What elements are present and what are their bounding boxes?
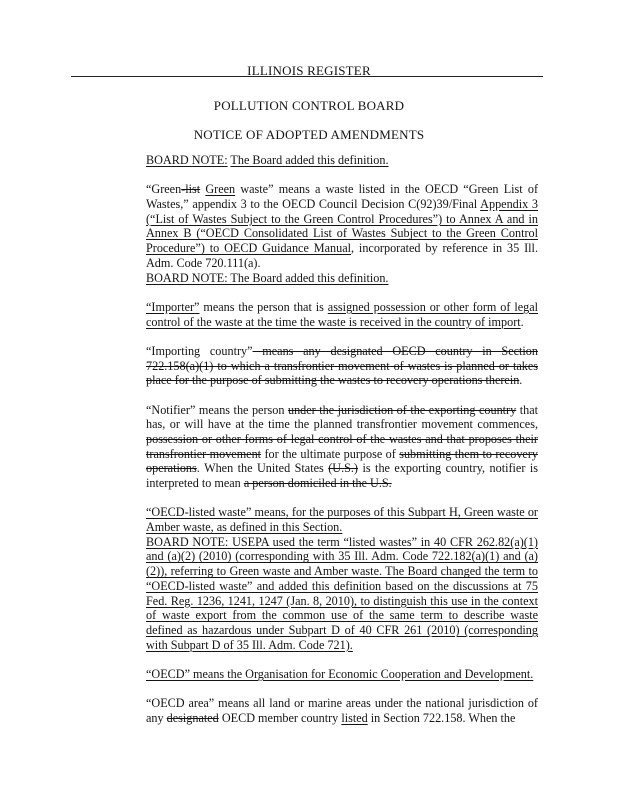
green-waste-definition [146,182,538,270]
inserted-text: BOARD NOTE: [146,153,228,167]
plain-text: waste” means a waste listed in the OECD “Green List of Wastes,” appendix 3 to the OECD Council Decision C(92)39/Final [146,182,538,211]
inserted-text: assigned possession or other form of legal control of the waste at the time the waste is received in the country of import [146,299,538,329]
inserted-text: The Board added this definition. [230,153,389,167]
inserted-text: Green [205,182,236,197]
importing-country-definition [146,344,538,388]
plain-text: is the exporting country, notifier is interpreted to mean [146,461,538,491]
inserted-text: “Importer” [146,299,200,314]
deleted-text: a person domiciled in the U.S. [243,476,392,491]
board-note-paragraph [146,153,538,168]
deleted-text: possession or other forms of legal control of the wastes and that proposes their transfrontier movement [146,431,538,461]
plain-text: . [520,314,524,329]
register-heading: ILLINOIS REGISTER [247,63,371,78]
deleted-text: means any designated OECD country in Section 722.158(a)(1) to which a transfrontier movement of wastes is planned or takes place for the purpose of submitting the wastes to recovery operations therein [146,343,538,388]
plain-text: . [519,373,523,388]
oecd-definition [146,667,538,682]
inserted-text: “OECD” means the Organisation for Economic Cooperation and Development. [146,666,534,681]
board-heading: POLLUTION CONTROL BOARD [213,98,405,113]
plain-text: “OECD area” means all land or marine areas under the national jurisdiction of any [146,696,538,725]
inserted-text: Appendix 3 (“List of Wastes Subject to the Green Control Procedures”) to Annex A and in Annex B (“OECD Consolidated List of Wastes Subject to the Green Control Procedure”) to OECD Guidance Manual [146,197,538,256]
header-rule [71,76,543,77]
document-body [146,153,538,740]
inserted-text: BOARD NOTE: USEPA used the term “listed wastes” in 40 CFR 262.82(a)(1) and (a)(2) (2010) (corresponding with 35 Ill. Adm. Code 722.182(a)(1) and (a)(2)), referring to Green waste and Amber waste. The Board changed the term to “OECD-listed waste” and added this definition based on the discussions at 75 Fed. Reg. 1236, 1241, 1247 (Jan. 8, 2010), to distinguish this use in the context of waste export from the common use of the same term to describe waste defined as hazardous under Subpart D of 40 CFR 261 (2010) (corresponding with Subpart D of 35 Ill. Adm. Code 721). [146,534,538,652]
deleted-text: (U.S.) [328,461,358,476]
plain-text: “Importing country” [146,343,253,358]
importer-definition [146,300,538,329]
plain-text: . When the United States [196,461,329,476]
plain-text: OECD member country [218,710,342,725]
deleted-text: under the jurisdiction of the exporting country [287,402,517,417]
inserted-text: “OECD-listed waste” means [146,505,286,520]
deleted-text: submitting them to recovery operations [146,446,538,476]
plain-text: in Section 722.158. When the [367,710,516,725]
oecd-area-definition [146,696,538,725]
notifier-definition [146,403,538,491]
plain-text: “Green [146,182,182,197]
deleted-text: -list [181,182,201,197]
plain-text: means the person that is [199,299,328,314]
oecd-listed-waste-board-note [146,535,538,653]
plain-text: “Notifier” means the person [146,402,288,417]
plain-text: that has, or will have at the time the planned transfrontier movement commences, [146,402,539,432]
inserted-text: BOARD NOTE: The Board added this definition. [146,270,389,285]
oecd-listed-waste-definition [146,505,538,534]
green-waste-board-note [146,271,538,286]
notice-heading: NOTICE OF ADOPTED AMENDMENTS [193,127,425,142]
deleted-text: designated [166,710,219,725]
plain-text: , incorporated by reference in 35 Ill. Adm. Code 720.111(a). [146,241,538,270]
inserted-text: , for the purposes of this Subpart H, Green waste or Amber waste, as defined in this Section. [146,505,538,535]
plain-text: for the ultimate purpose of [261,446,400,461]
inserted-text: listed [341,710,368,725]
